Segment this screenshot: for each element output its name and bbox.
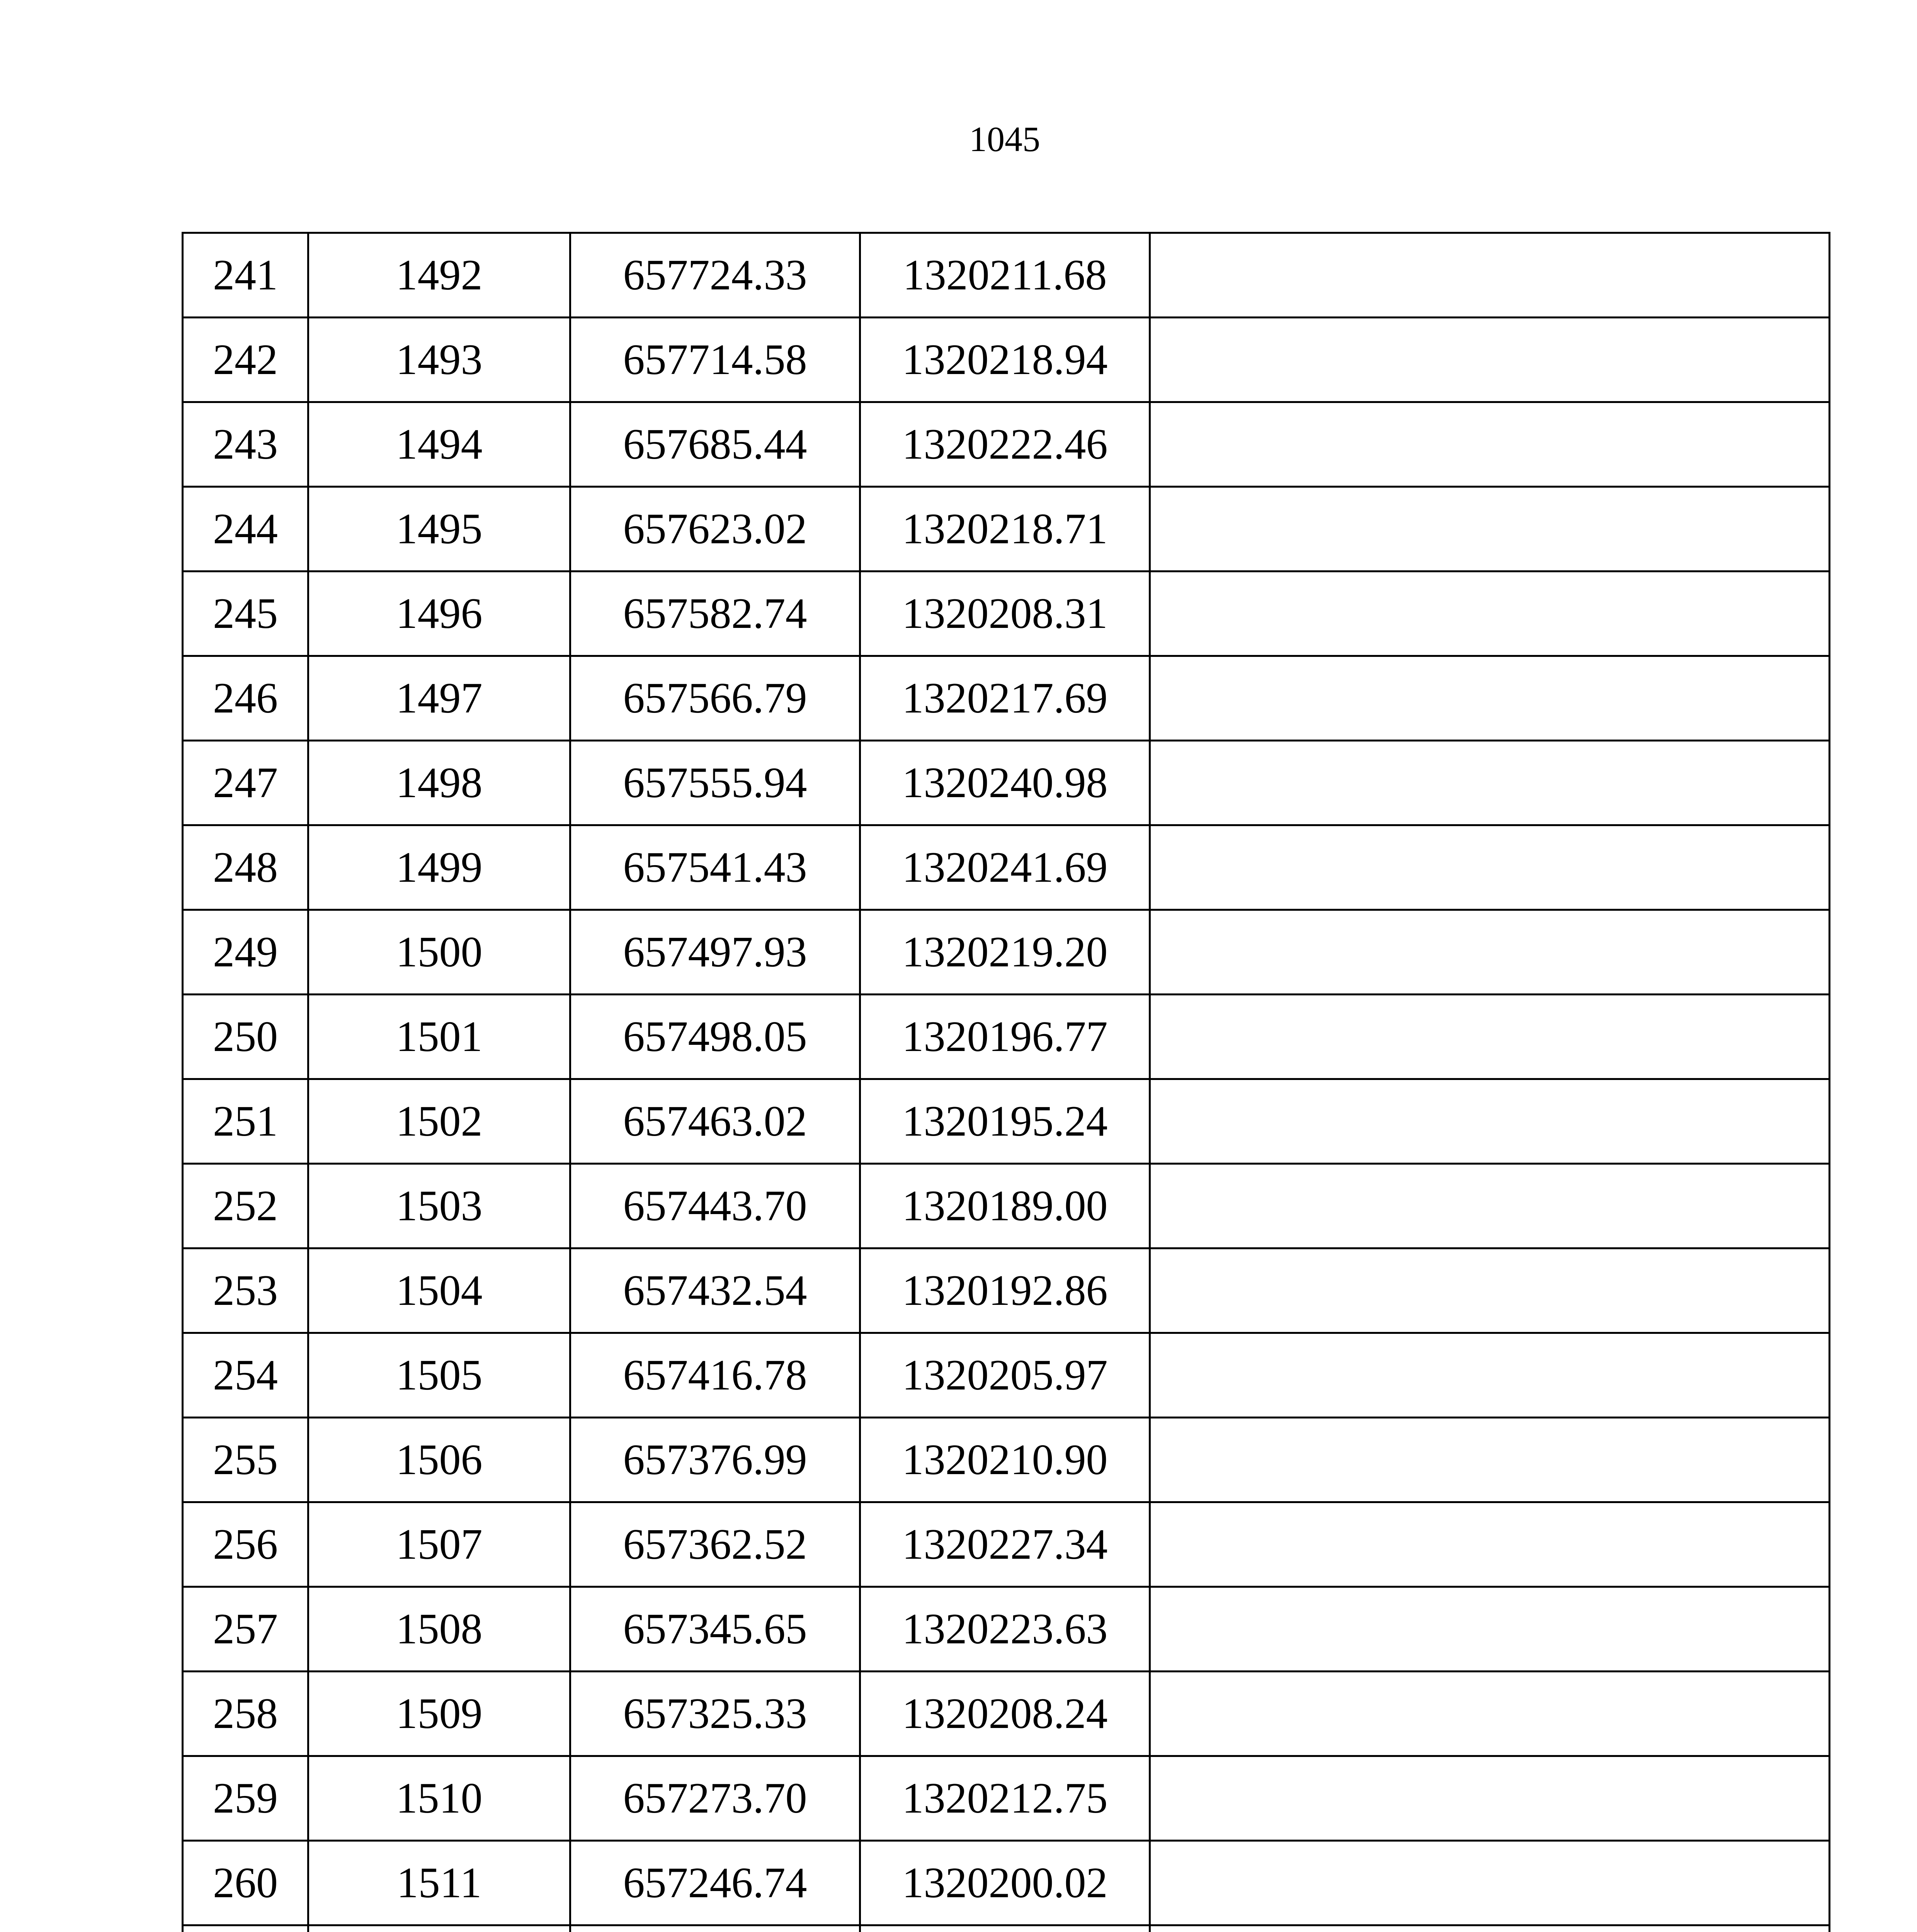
point-number-cell: 1495 <box>308 487 570 571</box>
table-row <box>183 1841 1830 1925</box>
point-number-cell: 1503 <box>308 1164 570 1248</box>
note-cell <box>1150 1756 1830 1841</box>
row-index-cell: 247 <box>183 741 308 825</box>
row-index-cell: 254 <box>183 1333 308 1418</box>
x-coordinate-cell: 657416.78 <box>570 1333 860 1418</box>
point-number-cell: 1510 <box>308 1756 570 1841</box>
point-number-cell: 1507 <box>308 1502 570 1587</box>
y-coordinate-cell: 1320217.69 <box>860 656 1150 741</box>
row-index-cell: 243 <box>183 402 308 487</box>
table-row <box>183 1079 1830 1164</box>
point-number-cell: 1502 <box>308 1079 570 1164</box>
row-index-cell: 260 <box>183 1841 308 1925</box>
x-coordinate-cell: 657325.33 <box>570 1672 860 1756</box>
x-coordinate-cell: 657566.79 <box>570 656 860 741</box>
note-cell <box>1150 995 1830 1079</box>
point-number-cell: 1496 <box>308 571 570 656</box>
y-coordinate-cell: 1320189.00 <box>860 1164 1150 1248</box>
row-index-cell: 257 <box>183 1587 308 1672</box>
x-coordinate-cell: 657273.70 <box>570 1756 860 1841</box>
x-coordinate-cell: 657541.43 <box>570 825 860 910</box>
table-row <box>183 1418 1830 1502</box>
note-cell <box>1150 1248 1830 1333</box>
row-index-cell: 248 <box>183 825 308 910</box>
note-cell <box>1150 1333 1830 1418</box>
x-coordinate-cell: 657463.02 <box>570 1079 860 1164</box>
row-index-cell: 245 <box>183 571 308 656</box>
y-coordinate-cell <box>860 1925 1150 1932</box>
point-number-cell: 1498 <box>308 741 570 825</box>
table-row <box>183 741 1830 825</box>
row-index-cell: 255 <box>183 1418 308 1502</box>
x-coordinate-cell: 657376.99 <box>570 1418 860 1502</box>
point-number-cell: 1508 <box>308 1587 570 1672</box>
y-coordinate-cell: 1320222.46 <box>860 402 1150 487</box>
table-row <box>183 1248 1830 1333</box>
note-cell <box>1150 1164 1830 1248</box>
y-coordinate-cell: 1320208.24 <box>860 1672 1150 1756</box>
point-number-cell: 1500 <box>308 910 570 995</box>
table-row <box>183 1925 1830 1932</box>
table-row <box>183 1587 1830 1672</box>
row-index-cell: 253 <box>183 1248 308 1333</box>
x-coordinate-cell: 657623.02 <box>570 487 860 571</box>
point-number-cell: 1501 <box>308 995 570 1079</box>
y-coordinate-cell: 1320223.63 <box>860 1587 1150 1672</box>
y-coordinate-cell: 1320240.98 <box>860 741 1150 825</box>
y-coordinate-cell: 1320219.20 <box>860 910 1150 995</box>
point-number-cell: 1504 <box>308 1248 570 1333</box>
table-body <box>183 233 1830 1932</box>
x-coordinate-cell: 657443.70 <box>570 1164 860 1248</box>
note-cell <box>1150 1418 1830 1502</box>
x-coordinate-cell <box>570 1925 860 1932</box>
point-number-cell: 1511 <box>308 1841 570 1925</box>
y-coordinate-cell: 1320241.69 <box>860 825 1150 910</box>
x-coordinate-cell: 657497.93 <box>570 910 860 995</box>
table-row <box>183 318 1830 402</box>
note-cell <box>1150 656 1830 741</box>
note-cell <box>1150 825 1830 910</box>
row-index-cell: 258 <box>183 1672 308 1756</box>
note-cell <box>1150 1841 1830 1925</box>
x-coordinate-cell: 657345.65 <box>570 1587 860 1672</box>
row-index-cell: 244 <box>183 487 308 571</box>
row-index-cell: 242 <box>183 318 308 402</box>
table-row <box>183 910 1830 995</box>
point-number-cell: 1505 <box>308 1333 570 1418</box>
row-index-cell: 241 <box>183 233 308 318</box>
x-coordinate-cell: 657555.94 <box>570 741 860 825</box>
note-cell <box>1150 1502 1830 1587</box>
x-coordinate-cell: 657582.74 <box>570 571 860 656</box>
note-cell <box>1150 1672 1830 1756</box>
y-coordinate-cell: 1320211.68 <box>860 233 1150 318</box>
page-number: 1045 <box>969 119 1040 159</box>
y-coordinate-cell: 1320205.97 <box>860 1333 1150 1418</box>
point-number-cell: 1499 <box>308 825 570 910</box>
y-coordinate-cell: 1320192.86 <box>860 1248 1150 1333</box>
x-coordinate-cell: 657714.58 <box>570 318 860 402</box>
table-row <box>183 1672 1830 1756</box>
x-coordinate-cell: 657432.54 <box>570 1248 860 1333</box>
note-cell <box>1150 910 1830 995</box>
row-index-cell: 256 <box>183 1502 308 1587</box>
table-row <box>183 656 1830 741</box>
table-row <box>183 1164 1830 1248</box>
coordinates-table <box>182 232 1830 1932</box>
table-row <box>183 995 1830 1079</box>
table-row <box>183 1502 1830 1587</box>
row-index-cell: 246 <box>183 656 308 741</box>
point-number-cell: 1497 <box>308 656 570 741</box>
note-cell <box>1150 1079 1830 1164</box>
x-coordinate-cell: 657685.44 <box>570 402 860 487</box>
table-row <box>183 402 1830 487</box>
note-cell <box>1150 1587 1830 1672</box>
y-coordinate-cell: 1320210.90 <box>860 1418 1150 1502</box>
point-number-cell <box>308 1925 570 1932</box>
y-coordinate-cell: 1320218.94 <box>860 318 1150 402</box>
y-coordinate-cell: 1320200.02 <box>860 1841 1150 1925</box>
note-cell <box>1150 402 1830 487</box>
table-row <box>183 825 1830 910</box>
x-coordinate-cell: 657362.52 <box>570 1502 860 1587</box>
row-index-cell: 250 <box>183 995 308 1079</box>
y-coordinate-cell: 1320195.24 <box>860 1079 1150 1164</box>
point-number-cell: 1509 <box>308 1672 570 1756</box>
point-number-cell: 1492 <box>308 233 570 318</box>
x-coordinate-cell: 657498.05 <box>570 995 860 1079</box>
row-index-cell: 251 <box>183 1079 308 1164</box>
x-coordinate-cell: 657246.74 <box>570 1841 860 1925</box>
note-cell <box>1150 487 1830 571</box>
note-cell <box>1150 741 1830 825</box>
table-row <box>183 1756 1830 1841</box>
x-coordinate-cell: 657724.33 <box>570 233 860 318</box>
row-index-cell: 259 <box>183 1756 308 1841</box>
row-index-cell: 249 <box>183 910 308 995</box>
y-coordinate-cell: 1320212.75 <box>860 1756 1150 1841</box>
point-number-cell: 1506 <box>308 1418 570 1502</box>
y-coordinate-cell: 1320208.31 <box>860 571 1150 656</box>
note-cell <box>1150 318 1830 402</box>
y-coordinate-cell: 1320227.34 <box>860 1502 1150 1587</box>
y-coordinate-cell: 1320196.77 <box>860 995 1150 1079</box>
point-number-cell: 1494 <box>308 402 570 487</box>
table-row <box>183 487 1830 571</box>
row-index-cell <box>183 1925 308 1932</box>
table-row <box>183 571 1830 656</box>
table-row <box>183 233 1830 318</box>
note-cell <box>1150 571 1830 656</box>
table-row <box>183 1333 1830 1418</box>
row-index-cell: 252 <box>183 1164 308 1248</box>
note-cell <box>1150 1925 1830 1932</box>
note-cell <box>1150 233 1830 318</box>
point-number-cell: 1493 <box>308 318 570 402</box>
y-coordinate-cell: 1320218.71 <box>860 487 1150 571</box>
